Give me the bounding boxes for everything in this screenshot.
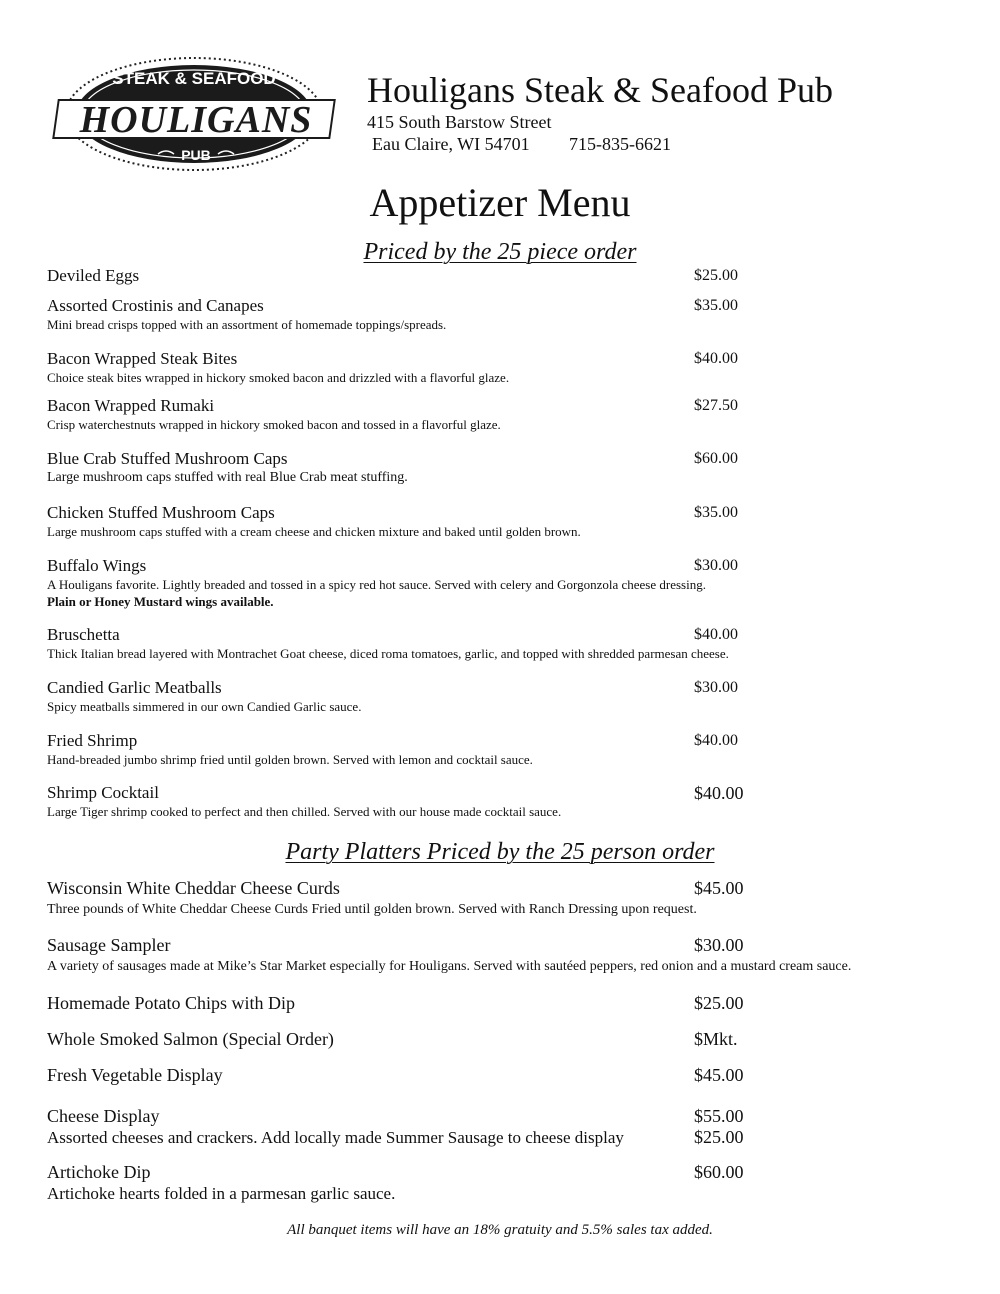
- item-price: $55.00: [694, 1106, 744, 1126]
- menu-item: [47, 296, 947, 333]
- item-name: Artichoke Dip: [47, 1162, 151, 1182]
- item-price: $30.00: [694, 679, 738, 696]
- restaurant-name: Houligans Steak & Seafood Pub: [367, 70, 833, 110]
- menu-item: [47, 678, 947, 715]
- item-description: Choice steak bites wrapped in hickory smoked bacon and drizzled with a flavorful glaze.: [47, 370, 510, 385]
- menu-title: Appetizer Menu: [369, 180, 631, 225]
- item-price: $45.00: [694, 878, 744, 898]
- item-name: Bruschetta: [47, 625, 120, 644]
- item-name: Assorted Crostinis and Canapes: [47, 296, 264, 315]
- item-name: Sausage Sampler: [47, 935, 171, 955]
- menu-item: [47, 503, 947, 540]
- section-heading-pieces: Priced by the 25 piece order: [363, 239, 637, 265]
- item-price: $25.00: [694, 267, 738, 284]
- platter-item: [47, 1065, 947, 1086]
- platter-item: [47, 1029, 947, 1050]
- item-price: $40.00: [694, 783, 744, 803]
- item-description: Artichoke hearts folded in a parmesan garlic sauce.: [47, 1184, 396, 1203]
- logo-bottom-text: PUB: [181, 147, 211, 163]
- item-note: Plain or Honey Mustard wings available.: [47, 594, 274, 609]
- logo-top-text: STEAK & SEAFOOD: [112, 69, 276, 88]
- item-price: $45.00: [694, 1065, 744, 1085]
- item-name: Deviled Eggs: [47, 266, 140, 285]
- item-price: $25.00: [694, 993, 744, 1013]
- gratuity-note: All banquet items will have an 18% gratuity and 5.5% sales tax added.: [287, 1222, 713, 1238]
- item-name: Bacon Wrapped Steak Bites: [47, 349, 238, 368]
- item-description: Hand-breaded jumbo shrimp fried until golden brown. Served with lemon and cocktail sauce.: [47, 752, 533, 767]
- platter-item: [47, 1162, 947, 1204]
- item-price: $27.50: [694, 397, 738, 414]
- item-name: Blue Crab Stuffed Mushroom Caps: [47, 449, 288, 468]
- menu-item: [47, 449, 947, 487]
- item-name: Fresh Vegetable Display: [47, 1065, 223, 1085]
- menu-item: [47, 556, 947, 610]
- item-description: A variety of sausages made at Mike’s Star Market especially for Houligans. Served with sautéed peppers, red onion and a mustard cream sauce.: [47, 959, 852, 974]
- item-price: $40.00: [694, 732, 738, 749]
- item-name: Wisconsin White Cheddar Cheese Curds: [47, 878, 340, 898]
- menu-item: [47, 783, 947, 820]
- item-name: Candied Garlic Meatballs: [47, 678, 222, 697]
- item-description: Large mushroom caps stuffed with real Blue Crab meat stuffing.: [47, 470, 408, 485]
- item-description: Large Tiger shrimp cooked to perfect and then chilled. Served with our house made cocktail sauce.: [47, 804, 562, 819]
- item-price: $60.00: [694, 450, 738, 467]
- item-price: $30.00: [694, 935, 744, 955]
- platter-item: [47, 1106, 947, 1148]
- logo-main-text: HOULIGANS: [79, 99, 313, 141]
- item-description: Assorted cheeses and crackers. Add locally made Summer Sausage to cheese display: [47, 1128, 624, 1147]
- item-name: Bacon Wrapped Rumaki: [47, 396, 215, 415]
- item-description: Mini bread crisps topped with an assortment of homemade toppings/spreads.: [47, 317, 447, 332]
- item-price: $35.00: [694, 504, 738, 521]
- street-address: 415 South Barstow Street: [367, 112, 552, 132]
- item-description: Large mushroom caps stuffed with a cream cheese and chicken mixture and baked until golden brown.: [47, 524, 581, 539]
- addon-price: $25.00: [694, 1127, 744, 1147]
- item-price: $30.00: [694, 557, 738, 574]
- item-name: Shrimp Cocktail: [47, 783, 159, 802]
- item-price: $60.00: [694, 1162, 744, 1182]
- platter-item: [47, 993, 947, 1014]
- item-name: Buffalo Wings: [47, 556, 147, 575]
- item-price: $40.00: [694, 626, 738, 643]
- item-name: Chicken Stuffed Mushroom Caps: [47, 503, 275, 522]
- item-description: Crisp waterchestnuts wrapped in hickory smoked bacon and tossed in a flavorful glaze.: [47, 417, 501, 432]
- item-price: $40.00: [694, 350, 738, 367]
- item-description: Three pounds of White Cheddar Cheese Curds Fried until golden brown. Served with Ranch Dressing upon request.: [47, 902, 697, 917]
- platter-item: [47, 878, 947, 919]
- item-description: Thick Italian bread layered with Montrachet Goat cheese, diced roma tomatoes, garlic, and topped with shredded parmesan cheese.: [47, 646, 729, 661]
- item-name: Cheese Display: [47, 1106, 160, 1126]
- item-description: Spicy meatballs simmered in our own Candied Garlic sauce.: [47, 699, 362, 714]
- houligans-logo: [48, 48, 338, 176]
- menu-item: [47, 396, 947, 433]
- section-heading-platters: Party Platters Priced by the 25 person order: [285, 839, 715, 865]
- item-price: $35.00: [694, 297, 738, 314]
- platter-item: [47, 935, 947, 976]
- menu-item: [47, 349, 947, 386]
- phone-number: 715-835-6621: [569, 134, 671, 154]
- menu-item: [47, 731, 947, 768]
- item-description: A Houligans favorite. Lightly breaded and tossed in a spicy red hot sauce. Served with celery and Gorgonzola cheese dressing.: [47, 577, 706, 592]
- city-state-zip: Eau Claire, WI 54701: [372, 134, 530, 154]
- menu-item: [47, 266, 947, 286]
- item-name: Homemade Potato Chips with Dip: [47, 993, 295, 1013]
- menu-item: [47, 625, 947, 662]
- item-name: Whole Smoked Salmon (Special Order): [47, 1029, 334, 1049]
- item-price: $Mkt.: [694, 1029, 738, 1049]
- item-name: Fried Shrimp: [47, 731, 138, 750]
